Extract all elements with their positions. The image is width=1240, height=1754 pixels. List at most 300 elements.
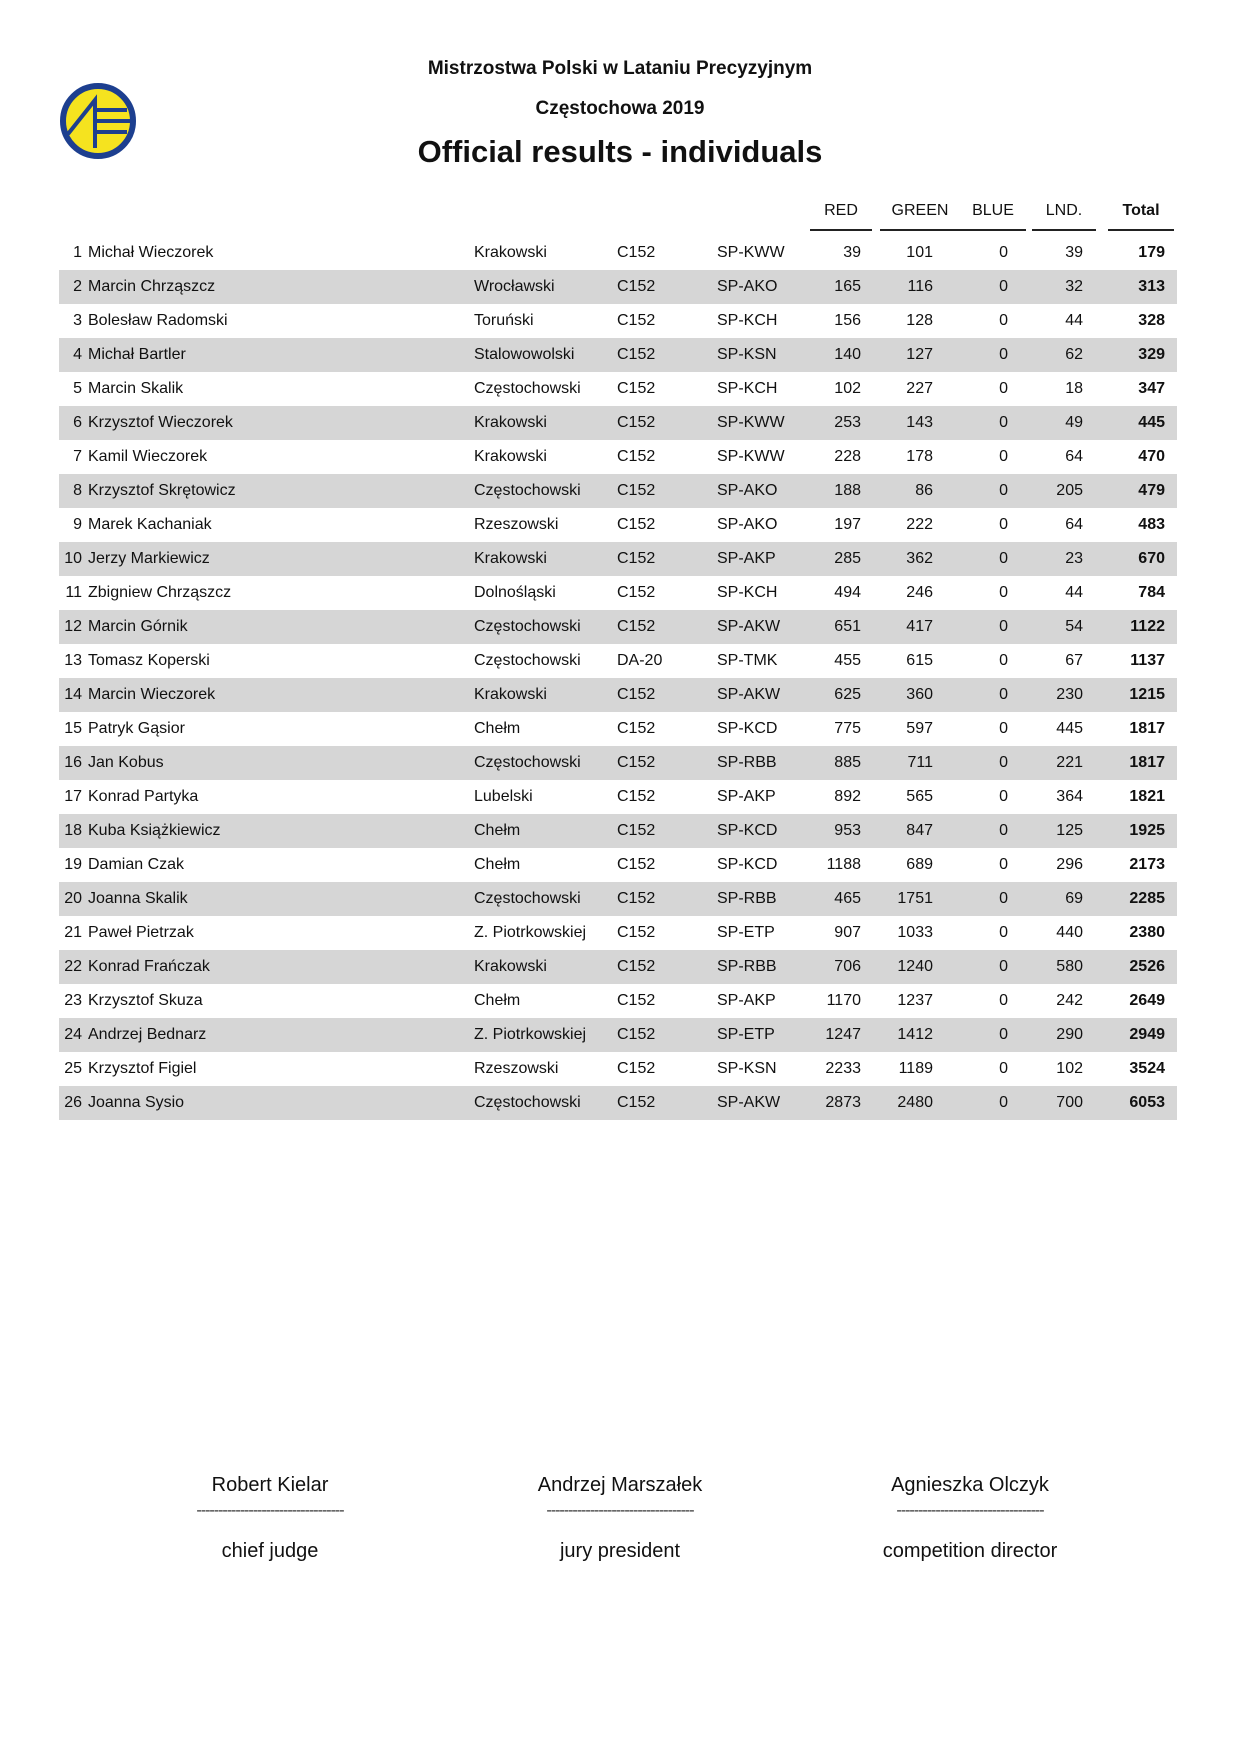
- result-rank: 10: [64, 550, 82, 567]
- total-score: 329: [1138, 346, 1165, 363]
- aircraft-registration: SP-KSN: [717, 1060, 777, 1077]
- pilot-name: Michał Bartler: [88, 346, 186, 363]
- table-row: [59, 950, 1177, 984]
- penalty-landing: 221: [1056, 754, 1083, 771]
- pilot-name: Kamil Wieczorek: [88, 448, 208, 465]
- total-score: 1122: [1130, 618, 1165, 635]
- penalty-green: 1237: [897, 992, 933, 1009]
- pilot-name: Joanna Sysio: [88, 1094, 185, 1111]
- penalty-landing: 54: [1065, 618, 1083, 635]
- total-score: 2949: [1129, 1026, 1165, 1043]
- penalty-red: 892: [834, 788, 861, 805]
- pilot-name: Marcin Wieczorek: [88, 686, 216, 703]
- total-score: 2649: [1129, 992, 1165, 1009]
- aeroclub-name: Krakowski: [474, 414, 547, 431]
- result-rank: 19: [64, 856, 82, 873]
- pilot-name: Konrad Partyka: [88, 788, 199, 805]
- penalty-blue: 0: [999, 890, 1008, 907]
- aircraft-type: C152: [617, 1094, 656, 1111]
- table-row: [59, 644, 1177, 678]
- table-row: [59, 780, 1177, 814]
- aircraft-type: DA-20: [617, 652, 663, 669]
- penalty-red: 651: [834, 618, 861, 635]
- pilot-name: Paweł Pietrzak: [88, 924, 194, 941]
- total-score: 1817: [1129, 754, 1165, 771]
- table-row: [59, 814, 1177, 848]
- signature-role: jury president: [559, 1540, 681, 1562]
- aeroclub-name: Częstochowski: [474, 652, 581, 669]
- table-row: [59, 610, 1177, 644]
- penalty-green: 101: [906, 244, 933, 261]
- aircraft-registration: SP-KCD: [717, 720, 778, 737]
- penalty-landing: 242: [1056, 992, 1083, 1009]
- penalty-red: 455: [834, 652, 861, 669]
- penalty-blue: 0: [999, 312, 1008, 329]
- penalty-green: 689: [906, 856, 933, 873]
- aircraft-type: C152: [617, 822, 656, 839]
- table-row: [59, 236, 1177, 270]
- penalty-green: 847: [906, 822, 933, 839]
- penalty-landing: 39: [1065, 244, 1083, 261]
- aircraft-registration: SP-KCD: [717, 822, 778, 839]
- table-row: [59, 474, 1177, 508]
- aeroclub-name: Rzeszowski: [474, 516, 559, 533]
- aircraft-type: C152: [617, 924, 656, 941]
- penalty-red: 775: [834, 720, 861, 737]
- total-score: 470: [1138, 448, 1165, 465]
- pilot-name: Bolesław Radomski: [88, 312, 228, 329]
- table-row: [59, 916, 1177, 950]
- penalty-blue: 0: [999, 516, 1008, 533]
- penalty-red: 494: [834, 584, 861, 601]
- signature-name: Andrzej Marszałek: [537, 1474, 703, 1496]
- penalty-red: 953: [834, 822, 861, 839]
- signature-role: chief judge: [221, 1540, 319, 1562]
- penalty-blue: 0: [999, 346, 1008, 363]
- pilot-name: Michał Wieczorek: [88, 244, 214, 261]
- penalty-landing: 296: [1056, 856, 1083, 873]
- aeroclub-name: Chełm: [474, 822, 521, 839]
- penalty-landing: 32: [1065, 278, 1083, 295]
- table-row: [59, 678, 1177, 712]
- penalty-blue: 0: [999, 278, 1008, 295]
- penalty-blue: 0: [999, 720, 1008, 737]
- penalty-red: 1170: [826, 992, 861, 1009]
- aircraft-type: C152: [617, 380, 656, 397]
- aircraft-type: C152: [617, 686, 656, 703]
- penalty-red: 197: [834, 516, 861, 533]
- event-place-year: Częstochowa 2019: [535, 98, 705, 119]
- aircraft-registration: SP-KCH: [717, 312, 778, 329]
- total-score: 179: [1138, 244, 1165, 261]
- total-score: 479: [1138, 482, 1165, 499]
- penalty-blue: 0: [999, 244, 1008, 261]
- aircraft-type: C152: [617, 958, 656, 975]
- column-header-green: GREEN: [880, 199, 960, 231]
- penalty-red: 465: [834, 890, 861, 907]
- total-score: 784: [1138, 584, 1165, 601]
- aircraft-type: C152: [617, 1060, 656, 1077]
- aeroclub-name: Lubelski: [474, 788, 533, 805]
- result-rank: 21: [64, 924, 82, 941]
- penalty-green: 178: [906, 448, 933, 465]
- aircraft-registration: SP-AKP: [717, 992, 776, 1009]
- result-rank: 11: [65, 584, 82, 601]
- penalty-landing: 49: [1065, 414, 1083, 431]
- penalty-blue: 0: [999, 788, 1008, 805]
- page-title: Official results - individuals: [417, 134, 823, 169]
- result-rank: 24: [64, 1026, 82, 1043]
- pilot-name: Krzysztof Skuza: [88, 992, 203, 1009]
- pilot-name: Jan Kobus: [88, 754, 164, 771]
- total-score: 2285: [1129, 890, 1165, 907]
- result-rank: 1: [73, 244, 82, 261]
- signature-competition-director: [852, 1474, 1088, 1563]
- penalty-red: 156: [834, 312, 861, 329]
- event-title: Mistrzostwa Polski w Lataniu Precyzyjnym: [427, 58, 813, 79]
- table-row: [59, 576, 1177, 610]
- table-row: [59, 372, 1177, 406]
- table-row: [59, 270, 1177, 304]
- pilot-name: Marcin Górnik: [88, 618, 188, 635]
- aeroclub-name: Częstochowski: [474, 618, 581, 635]
- result-rank: 9: [73, 516, 82, 533]
- penalty-landing: 18: [1065, 380, 1083, 397]
- aircraft-type: C152: [617, 448, 656, 465]
- aircraft-registration: SP-AKW: [717, 618, 781, 635]
- aeroclub-name: Częstochowski: [474, 1094, 581, 1111]
- aircraft-type: C152: [617, 278, 656, 295]
- penalty-landing: 64: [1065, 516, 1083, 533]
- penalty-green: 1240: [897, 958, 933, 975]
- penalty-red: 625: [834, 686, 861, 703]
- table-row: [59, 1052, 1177, 1086]
- penalty-blue: 0: [999, 992, 1008, 1009]
- aircraft-type: C152: [617, 754, 656, 771]
- penalty-landing: 44: [1065, 584, 1083, 601]
- penalty-landing: 102: [1056, 1060, 1083, 1077]
- aeroclub-name: Częstochowski: [474, 482, 581, 499]
- table-row: [59, 984, 1177, 1018]
- aircraft-registration: SP-RBB: [717, 958, 777, 975]
- penalty-blue: 0: [999, 686, 1008, 703]
- total-score: 347: [1138, 380, 1165, 397]
- aeroclub-name: Krakowski: [474, 550, 547, 567]
- aircraft-registration: SP-ETP: [717, 924, 775, 941]
- pilot-name: Marcin Chrząszcz: [88, 278, 216, 295]
- penalty-landing: 440: [1056, 924, 1083, 941]
- penalty-landing: 125: [1056, 822, 1083, 839]
- result-rank: 7: [73, 448, 82, 465]
- result-rank: 16: [64, 754, 82, 771]
- penalty-red: 1188: [826, 856, 861, 873]
- table-row: [59, 508, 1177, 542]
- pilot-name: Marcin Skalik: [88, 380, 184, 397]
- table-row: [59, 848, 1177, 882]
- pilot-name: Jerzy Markiewicz: [88, 550, 210, 567]
- result-rank: 26: [64, 1094, 82, 1111]
- penalty-red: 706: [834, 958, 861, 975]
- table-row: [59, 406, 1177, 440]
- penalty-green: 1033: [897, 924, 933, 941]
- aircraft-registration: SP-RBB: [717, 890, 777, 907]
- penalty-blue: 0: [999, 822, 1008, 839]
- aeroclub-name: Krakowski: [474, 686, 547, 703]
- result-rank: 17: [64, 788, 82, 805]
- penalty-green: 615: [906, 652, 933, 669]
- total-score: 2380: [1129, 924, 1165, 941]
- total-score: 328: [1138, 312, 1165, 329]
- aeroclub-name: Krakowski: [474, 958, 547, 975]
- aeroclub-name: Z. Piotrkowskiej: [474, 924, 587, 941]
- total-score: 670: [1138, 550, 1165, 567]
- aircraft-registration: SP-KWW: [717, 414, 785, 431]
- aeroclub-name: Krakowski: [474, 448, 547, 465]
- penalty-green: 1189: [898, 1060, 933, 1077]
- penalty-red: 140: [834, 346, 861, 363]
- penalty-landing: 445: [1056, 720, 1083, 737]
- aircraft-registration: SP-AKW: [717, 1094, 781, 1111]
- signature-line: ----------------------------------: [546, 1502, 694, 1519]
- aircraft-registration: SP-AKW: [717, 686, 781, 703]
- penalty-green: 246: [906, 584, 933, 601]
- aircraft-registration: SP-RBB: [717, 754, 777, 771]
- aircraft-type: C152: [617, 550, 656, 567]
- aircraft-type: C152: [617, 856, 656, 873]
- aircraft-type: C152: [617, 516, 656, 533]
- penalty-landing: 580: [1056, 958, 1083, 975]
- table-row: [59, 304, 1177, 338]
- aeroclub-name: Rzeszowski: [474, 1060, 559, 1077]
- total-score: 313: [1138, 278, 1165, 295]
- total-score: 1817: [1129, 720, 1165, 737]
- signature-chief-judge: [152, 1474, 388, 1563]
- column-header-total: Total: [1108, 199, 1174, 231]
- penalty-blue: 0: [999, 754, 1008, 771]
- aircraft-type: C152: [617, 1026, 656, 1043]
- penalty-red: 39: [843, 244, 861, 261]
- aeroclub-name: Z. Piotrkowskiej: [474, 1026, 587, 1043]
- penalty-blue: 0: [999, 958, 1008, 975]
- result-rank: 15: [64, 720, 82, 737]
- penalty-green: 127: [906, 346, 933, 363]
- total-score: 1137: [1130, 652, 1165, 669]
- aircraft-type: C152: [617, 890, 656, 907]
- total-score: 1215: [1129, 686, 1165, 703]
- penalty-blue: 0: [999, 448, 1008, 465]
- result-rank: 14: [64, 686, 82, 703]
- signature-jury-president: [502, 1474, 738, 1563]
- penalty-landing: 69: [1065, 890, 1083, 907]
- aircraft-registration: SP-KCD: [717, 856, 778, 873]
- aeroclub-name: Częstochowski: [474, 890, 581, 907]
- penalty-blue: 0: [999, 1094, 1008, 1111]
- penalty-landing: 62: [1065, 346, 1083, 363]
- signature-role: competition director: [882, 1540, 1058, 1562]
- penalty-red: 188: [834, 482, 861, 499]
- table-row: [59, 882, 1177, 916]
- penalty-green: 1751: [897, 890, 933, 907]
- penalty-red: 253: [834, 414, 861, 431]
- penalty-landing: 364: [1056, 788, 1083, 805]
- table-row: [59, 542, 1177, 576]
- aircraft-type: C152: [617, 482, 656, 499]
- penalty-red: 2233: [825, 1060, 861, 1077]
- penalty-red: 165: [834, 278, 861, 295]
- penalty-red: 285: [834, 550, 861, 567]
- penalty-green: 711: [907, 754, 933, 771]
- aircraft-registration: SP-KWW: [717, 448, 785, 465]
- aircraft-registration: SP-KCH: [717, 380, 778, 397]
- penalty-green: 362: [906, 550, 933, 567]
- penalty-red: 1247: [825, 1026, 861, 1043]
- penalty-blue: 0: [999, 550, 1008, 567]
- pilot-name: Krzysztof Figiel: [88, 1060, 197, 1077]
- aircraft-type: C152: [617, 414, 656, 431]
- penalty-green: 565: [906, 788, 933, 805]
- table-row: [59, 1086, 1177, 1120]
- aircraft-registration: SP-KWW: [717, 244, 785, 261]
- aircraft-type: C152: [617, 312, 656, 329]
- signature-line: ----------------------------------: [196, 1502, 344, 1519]
- aeroclub-name: Chełm: [474, 720, 521, 737]
- total-score: 445: [1138, 414, 1165, 431]
- aircraft-registration: SP-AKP: [717, 550, 776, 567]
- total-score: 2173: [1129, 856, 1165, 873]
- aircraft-registration: SP-ETP: [717, 1026, 775, 1043]
- aeroclub-name: Wrocławski: [474, 278, 555, 295]
- total-score: 1821: [1129, 788, 1165, 805]
- aircraft-registration: SP-TMK: [717, 652, 778, 669]
- column-header-lnd: LND.: [1032, 199, 1096, 231]
- signature-name: Agnieszka Olczyk: [891, 1474, 1049, 1496]
- table-row: [59, 338, 1177, 372]
- total-score: 6053: [1129, 1094, 1165, 1111]
- result-rank: 18: [64, 822, 82, 839]
- result-rank: 25: [64, 1060, 82, 1077]
- result-rank: 6: [73, 414, 82, 431]
- column-header-blue: BLUE: [960, 199, 1026, 231]
- penalty-blue: 0: [999, 1026, 1008, 1043]
- table-row: [59, 712, 1177, 746]
- result-rank: 13: [64, 652, 82, 669]
- penalty-green: 222: [906, 516, 933, 533]
- result-rank: 12: [64, 618, 82, 635]
- penalty-blue: 0: [999, 924, 1008, 941]
- aircraft-registration: SP-AKO: [717, 482, 778, 499]
- result-rank: 4: [73, 346, 82, 363]
- aircraft-registration: SP-KCH: [717, 584, 778, 601]
- aircraft-type: C152: [617, 720, 656, 737]
- pilot-name: Joanna Skalik: [88, 890, 188, 907]
- penalty-blue: 0: [999, 414, 1008, 431]
- table-row: [59, 746, 1177, 780]
- pilot-name: Damian Czak: [88, 856, 185, 873]
- aircraft-registration: SP-KSN: [717, 346, 777, 363]
- aeroclub-name: Chełm: [474, 992, 521, 1009]
- result-rank: 5: [73, 380, 82, 397]
- signature-line: ----------------------------------: [896, 1502, 1044, 1519]
- penalty-landing: 290: [1056, 1026, 1083, 1043]
- result-rank: 3: [73, 312, 82, 329]
- aircraft-type: C152: [617, 992, 656, 1009]
- aeroclub-name: Krakowski: [474, 244, 547, 261]
- penalty-landing: 44: [1065, 312, 1083, 329]
- penalty-blue: 0: [999, 856, 1008, 873]
- aircraft-type: C152: [617, 346, 656, 363]
- result-rank: 2: [73, 278, 82, 295]
- pilot-name: Zbigniew Chrząszcz: [88, 584, 232, 601]
- penalty-green: 116: [907, 278, 933, 295]
- result-rank: 23: [64, 992, 82, 1009]
- aeroclub-name: Stalowowolski: [474, 346, 575, 363]
- result-rank: 22: [64, 958, 82, 975]
- penalty-green: 128: [906, 312, 933, 329]
- penalty-green: 417: [906, 618, 933, 635]
- penalty-green: 1412: [897, 1026, 933, 1043]
- penalty-blue: 0: [999, 1060, 1008, 1077]
- penalty-landing: 67: [1065, 652, 1083, 669]
- aircraft-type: C152: [617, 618, 656, 635]
- total-score: 483: [1138, 516, 1165, 533]
- penalty-green: 86: [915, 482, 933, 499]
- table-row: [59, 1018, 1177, 1052]
- penalty-blue: 0: [999, 584, 1008, 601]
- aeroclub-name: Dolnośląski: [474, 584, 556, 601]
- aircraft-registration: SP-AKP: [717, 788, 776, 805]
- penalty-landing: 64: [1065, 448, 1083, 465]
- pilot-name: Marek Kachaniak: [88, 516, 212, 533]
- table-row: [59, 440, 1177, 474]
- pilot-name: Andrzej Bednarz: [88, 1026, 207, 1043]
- aircraft-type: C152: [617, 584, 656, 601]
- aeroclub-name: Częstochowski: [474, 380, 581, 397]
- aircraft-type: C152: [617, 788, 656, 805]
- pilot-name: Konrad Frańczak: [88, 958, 210, 975]
- total-score: 1925: [1129, 822, 1165, 839]
- aircraft-type: C152: [617, 244, 656, 261]
- penalty-red: 885: [834, 754, 861, 771]
- penalty-red: 228: [834, 448, 861, 465]
- pilot-name: Tomasz Koperski: [88, 652, 210, 669]
- pilot-name: Patryk Gąsior: [88, 720, 185, 737]
- penalty-blue: 0: [999, 652, 1008, 669]
- penalty-landing: 205: [1056, 482, 1083, 499]
- penalty-landing: 700: [1056, 1094, 1083, 1111]
- penalty-red: 907: [834, 924, 861, 941]
- penalty-green: 227: [906, 380, 933, 397]
- result-rank: 20: [64, 890, 82, 907]
- total-score: 2526: [1129, 958, 1165, 975]
- aircraft-registration: SP-AKO: [717, 278, 778, 295]
- pilot-name: Krzysztof Skrętowicz: [88, 482, 236, 499]
- aeroclub-name: Chełm: [474, 856, 521, 873]
- results-table: [59, 236, 1177, 1120]
- penalty-red: 2873: [825, 1094, 861, 1111]
- penalty-landing: 23: [1065, 550, 1083, 567]
- aircraft-registration: SP-AKO: [717, 516, 778, 533]
- penalty-blue: 0: [999, 380, 1008, 397]
- penalty-red: 102: [834, 380, 861, 397]
- signature-name: Robert Kielar: [211, 1474, 329, 1496]
- penalty-green: 143: [906, 414, 933, 431]
- result-rank: 8: [73, 482, 82, 499]
- aeroclub-name: Toruński: [474, 312, 534, 329]
- penalty-green: 360: [906, 686, 933, 703]
- aeroclub-name: Częstochowski: [474, 754, 581, 771]
- pilot-name: Krzysztof Wieczorek: [88, 414, 233, 431]
- pilot-name: Kuba Książkiewicz: [88, 822, 221, 839]
